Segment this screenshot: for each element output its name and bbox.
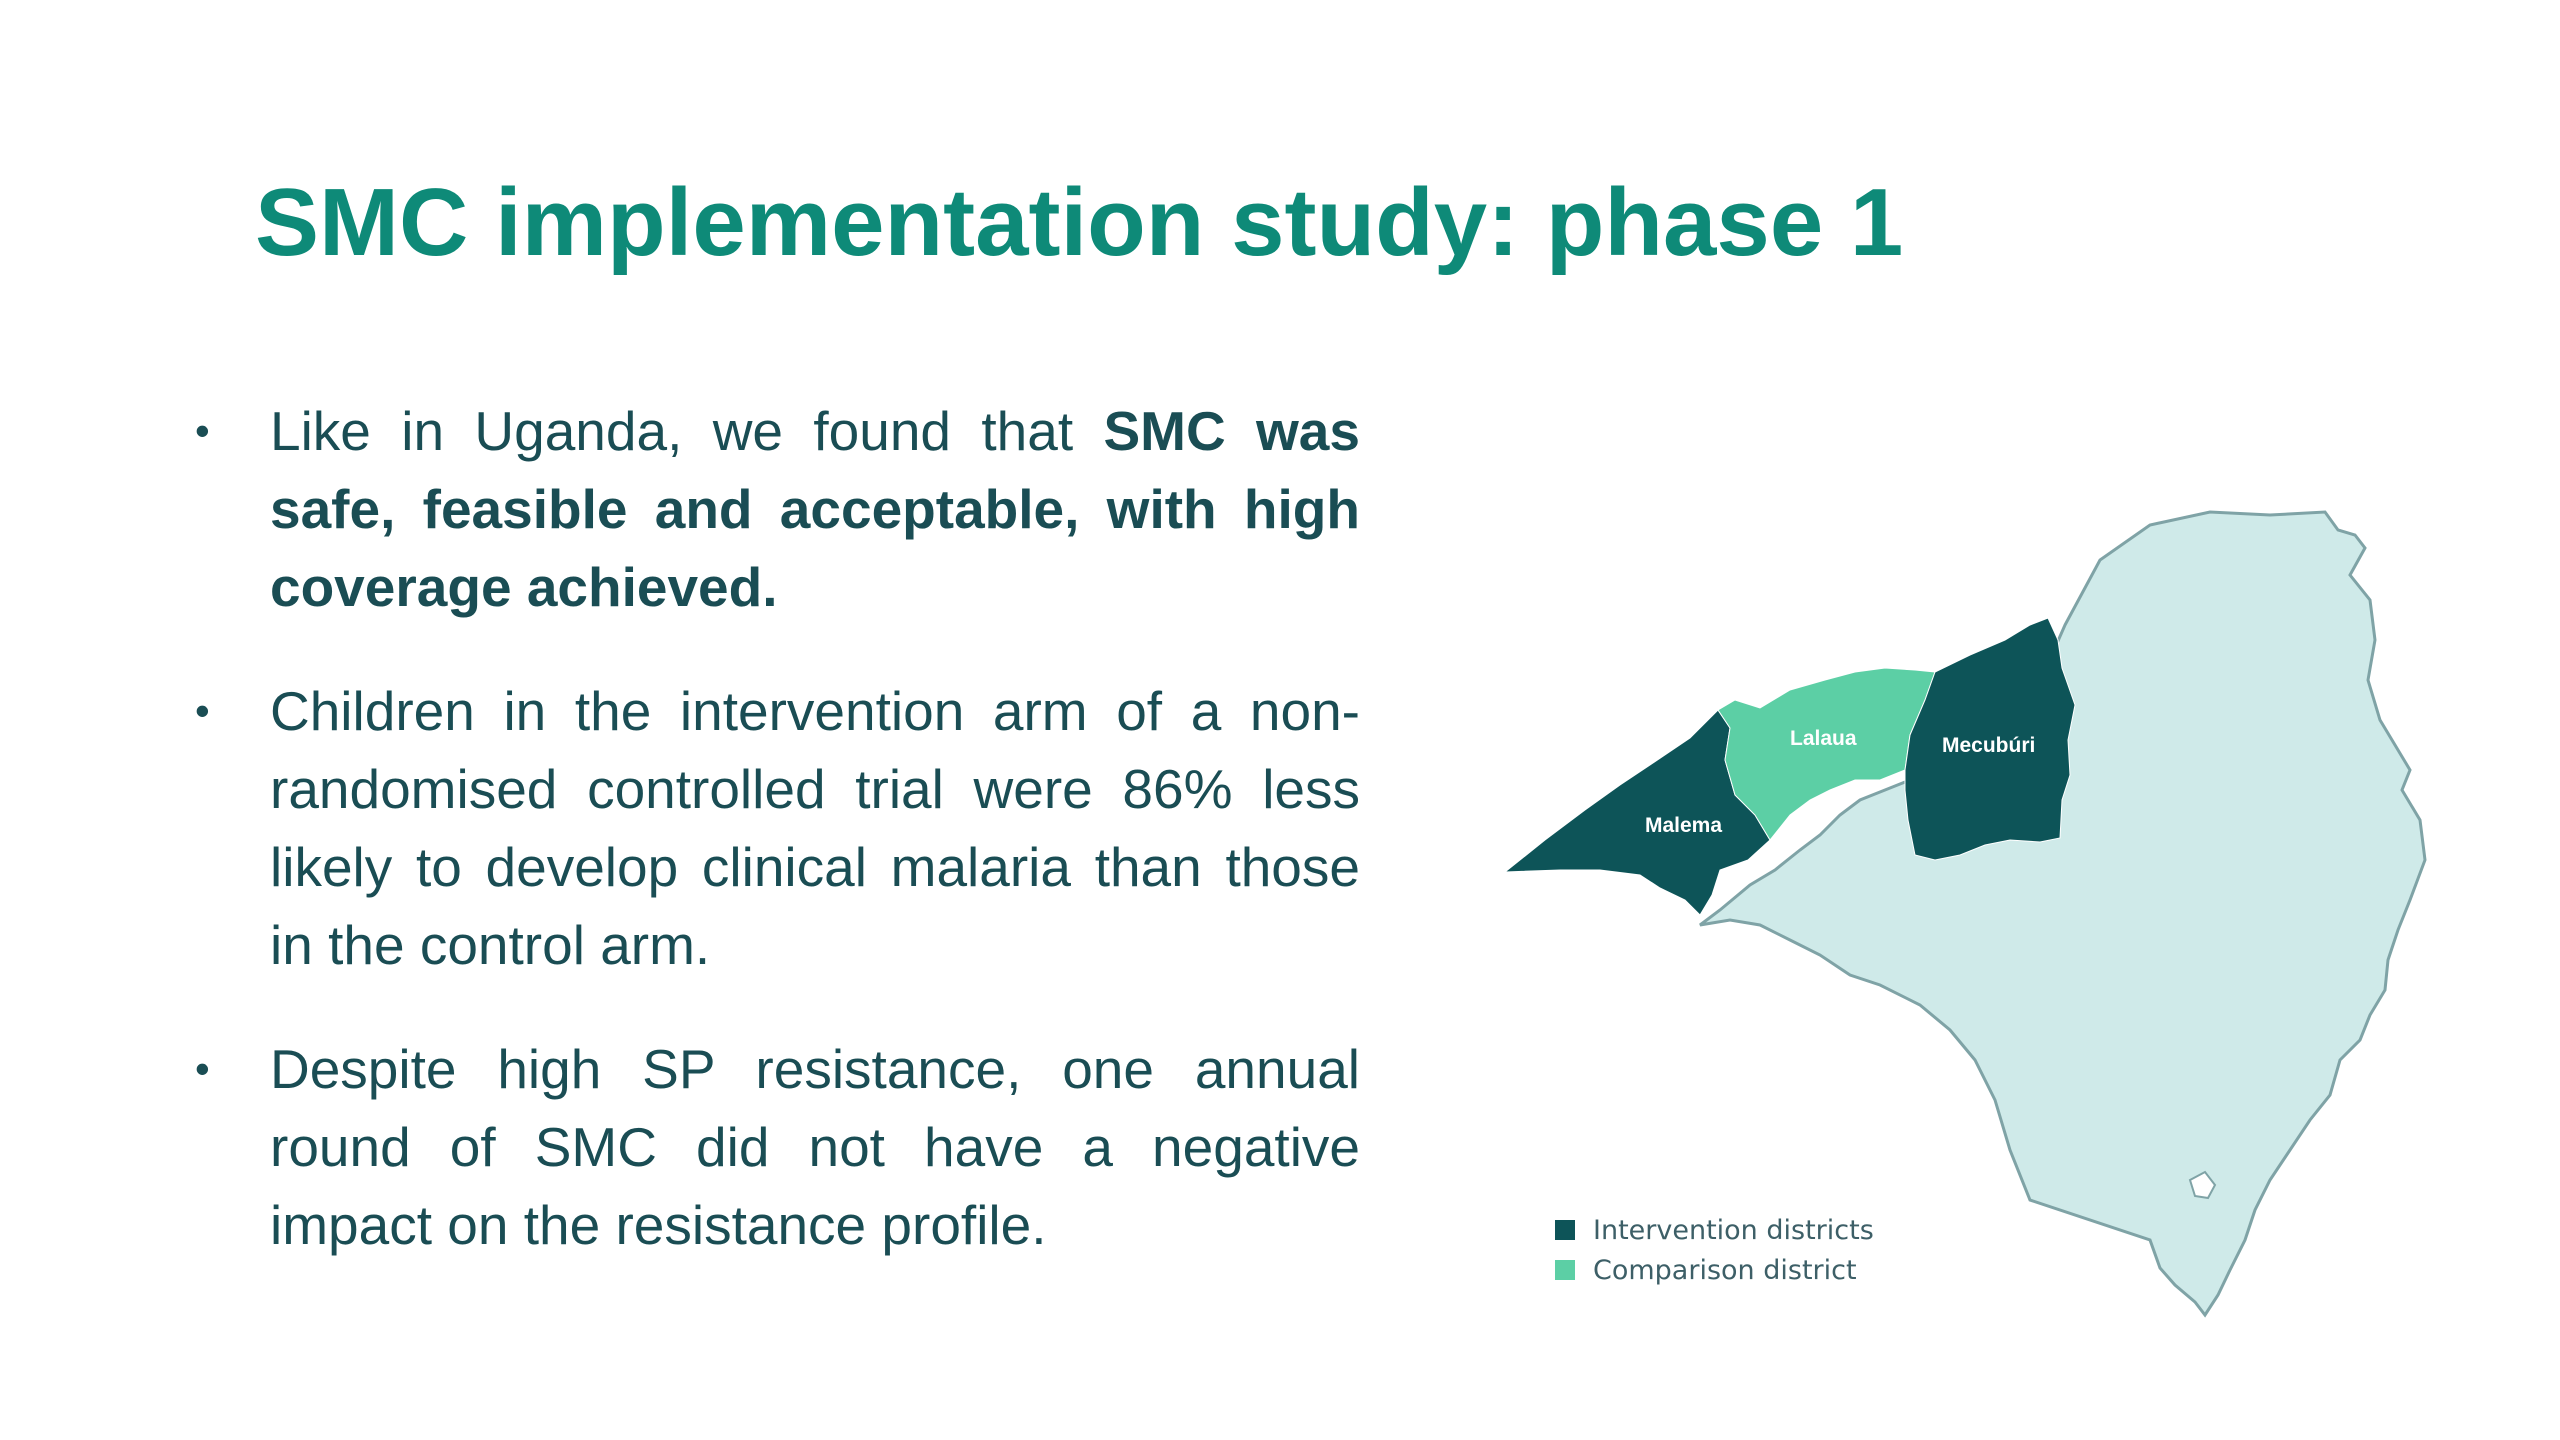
bullet-marker: • <box>195 1045 210 1092</box>
legend-item-intervention <box>1555 1210 1874 1250</box>
legend-label-comparison: Comparison district <box>1593 1254 1857 1286</box>
map-legend <box>1555 1210 1874 1290</box>
district-map-svg <box>1500 500 2440 1330</box>
bullet-list <box>195 392 1360 1310</box>
legend-label-intervention: Intervention districts <box>1593 1214 1874 1246</box>
bullet-marker: • <box>195 407 210 454</box>
bullet-marker: • <box>195 687 210 734</box>
bullet-text: Despite high SP resistance, one annual round of SMC did not have a negative impact on the resistance profile. <box>270 1038 1360 1256</box>
legend-swatch-intervention <box>1555 1220 1575 1240</box>
label-lalaua: Lalaua <box>1790 727 1857 750</box>
label-malema: Malema <box>1645 814 1723 837</box>
district-map <box>1500 500 2440 1330</box>
legend-swatch-comparison <box>1555 1260 1575 1280</box>
bullet-text: Like in Uganda, we found that <box>270 400 1104 462</box>
province-shape <box>1700 512 2425 1315</box>
label-mecuburi: Mecubúri <box>1942 734 2036 757</box>
bullet-bold-text: SMC was safe, feasible and acceptable, with high coverage achieved. <box>270 400 1360 618</box>
bullet-text: Children in the intervention arm of a non-randomised controlled trial were 86% less likely to develop clinical malaria than those in the control arm. <box>270 680 1360 976</box>
bullet-item-safety <box>195 392 1360 626</box>
bullet-item-efficacy <box>195 672 1360 984</box>
legend-item-comparison <box>1555 1250 1874 1290</box>
slide-title: SMC implementation study: phase 1 <box>255 169 1904 276</box>
bullet-item-resistance <box>195 1030 1360 1264</box>
